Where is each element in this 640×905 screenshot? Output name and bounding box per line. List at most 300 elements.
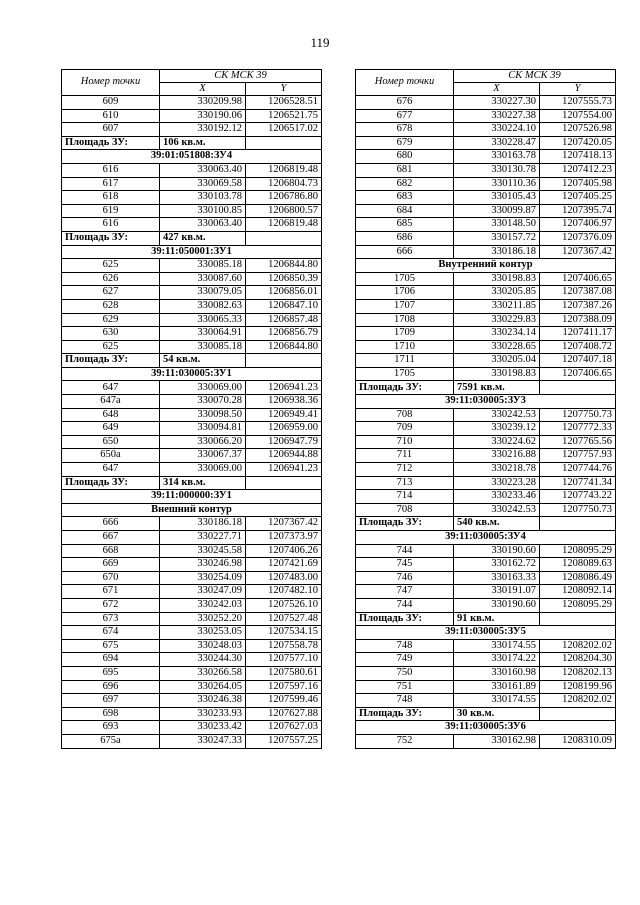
table-row xyxy=(356,544,616,558)
section-title: 39:11:030005:ЗУ1 xyxy=(62,367,322,381)
point-number-cell: 744 xyxy=(356,544,454,558)
point-number-cell: 625 xyxy=(62,259,160,273)
area-value: 91 кв.м. xyxy=(454,612,540,626)
point-number-cell: 618 xyxy=(62,191,160,205)
area-row xyxy=(62,231,322,245)
table-row xyxy=(356,694,616,708)
area-value: 30 кв.м. xyxy=(454,707,540,721)
y-coordinate-cell: 1207395.74 xyxy=(540,204,616,218)
table-row xyxy=(62,109,322,123)
y-coordinate-cell: 1207405.25 xyxy=(540,191,616,205)
table-row xyxy=(62,218,322,232)
point-number-cell: 667 xyxy=(62,531,160,545)
table-row xyxy=(356,191,616,205)
area-row xyxy=(356,707,616,721)
y-coordinate-cell: 1208310.09 xyxy=(540,734,616,748)
empty-cell xyxy=(246,231,322,245)
table-row xyxy=(356,422,616,436)
y-coordinate-cell: 1208092.14 xyxy=(540,585,616,599)
y-coordinate-cell: 1207387.26 xyxy=(540,299,616,313)
empty-cell xyxy=(246,354,322,368)
table-row xyxy=(356,558,616,572)
x-coordinate-cell: 330160.98 xyxy=(454,666,540,680)
y-coordinate-cell: 1207599.46 xyxy=(246,694,322,708)
x-coordinate-cell: 330148.50 xyxy=(454,218,540,232)
y-coordinate-cell: 1207387.08 xyxy=(540,286,616,300)
x-coordinate-cell: 330218.78 xyxy=(454,463,540,477)
section-row xyxy=(356,531,616,545)
page-number: 119 xyxy=(310,35,330,50)
table-row xyxy=(356,204,616,218)
point-number-cell: 710 xyxy=(356,435,454,449)
point-number-cell: 647а xyxy=(62,395,160,409)
table-row xyxy=(62,680,322,694)
table-row xyxy=(62,96,322,110)
empty-cell xyxy=(540,612,616,626)
point-number-cell: 682 xyxy=(356,177,454,191)
section-title: 39:11:000000:ЗУ1 xyxy=(62,490,322,504)
y-coordinate-cell: 1206941.23 xyxy=(246,381,322,395)
section-row xyxy=(62,503,322,517)
y-coordinate-cell: 1207577.10 xyxy=(246,653,322,667)
x-coordinate-cell: 330130.78 xyxy=(454,163,540,177)
table-row xyxy=(62,626,322,640)
x-coordinate-cell: 330233.93 xyxy=(160,707,246,721)
section-row xyxy=(356,395,616,409)
point-number-cell: 698 xyxy=(62,707,160,721)
table-row xyxy=(62,707,322,721)
table-row xyxy=(356,299,616,313)
section-title: 39:11:030005:ЗУ6 xyxy=(356,721,616,735)
x-coordinate-cell: 330211.85 xyxy=(454,299,540,313)
y-coordinate-cell: 1206938.36 xyxy=(246,395,322,409)
y-coordinate-cell: 1206959.00 xyxy=(246,422,322,436)
table-row xyxy=(62,272,322,286)
y-coordinate-cell: 1207406.65 xyxy=(540,272,616,286)
y-coordinate-cell: 1207526.10 xyxy=(246,598,322,612)
section-title: 39:11:030005:ЗУ3 xyxy=(356,395,616,409)
point-number-cell: 678 xyxy=(356,123,454,137)
point-number-cell: 607 xyxy=(62,123,160,137)
y-coordinate-cell: 1207558.78 xyxy=(246,639,322,653)
empty-cell xyxy=(540,517,616,531)
table-row xyxy=(356,218,616,232)
y-coordinate-cell: 1207580.61 xyxy=(246,666,322,680)
area-row xyxy=(62,476,322,490)
point-number-cell: 681 xyxy=(356,163,454,177)
table-row xyxy=(62,177,322,191)
x-coordinate-cell: 330228.47 xyxy=(454,136,540,150)
point-number-cell: 668 xyxy=(62,544,160,558)
y-coordinate-cell: 1207482.10 xyxy=(246,585,322,599)
table-row xyxy=(62,449,322,463)
table-row xyxy=(356,734,616,748)
x-coordinate-cell: 330069.00 xyxy=(160,381,246,395)
y-coordinate-cell: 1207405.98 xyxy=(540,177,616,191)
point-number-cell: 747 xyxy=(356,585,454,599)
table-row xyxy=(62,694,322,708)
point-number-cell: 746 xyxy=(356,571,454,585)
x-coordinate-cell: 330198.83 xyxy=(454,367,540,381)
table-row xyxy=(356,96,616,110)
x-coordinate-cell: 330242.53 xyxy=(454,503,540,517)
x-coordinate-cell: 330198.83 xyxy=(454,272,540,286)
point-number-cell: 684 xyxy=(356,204,454,218)
x-coordinate-cell: 330245.58 xyxy=(160,544,246,558)
y-coordinate-cell: 1207554.00 xyxy=(540,109,616,123)
y-coordinate-cell: 1207406.65 xyxy=(540,367,616,381)
area-value: 54 кв.м. xyxy=(160,354,246,368)
x-coordinate-cell: 330248.03 xyxy=(160,639,246,653)
table-row xyxy=(62,734,322,748)
y-coordinate-cell: 1206856.79 xyxy=(246,327,322,341)
x-coordinate-cell: 330174.55 xyxy=(454,639,540,653)
point-number-cell: 619 xyxy=(62,204,160,218)
x-coordinate-cell: 330105.43 xyxy=(454,191,540,205)
table-row xyxy=(62,463,322,477)
table-row xyxy=(62,721,322,735)
y-coordinate-cell: 1207534.15 xyxy=(246,626,322,640)
y-coordinate-cell: 1206819.48 xyxy=(246,163,322,177)
table-row xyxy=(62,123,322,137)
y-coordinate-cell: 1206521.75 xyxy=(246,109,322,123)
y-coordinate-cell: 1206944.88 xyxy=(246,449,322,463)
header-coordinate-system: СК МСК 39 xyxy=(454,70,616,83)
table-row xyxy=(356,327,616,341)
table-row xyxy=(62,259,322,273)
point-number-cell: 712 xyxy=(356,463,454,477)
coordinates-table-left xyxy=(61,69,322,749)
y-coordinate-cell: 1207597.16 xyxy=(246,680,322,694)
y-coordinate-cell: 1207765.56 xyxy=(540,435,616,449)
point-number-cell: 1708 xyxy=(356,313,454,327)
x-coordinate-cell: 330190.60 xyxy=(454,544,540,558)
point-number-cell: 647 xyxy=(62,381,160,395)
x-coordinate-cell: 330174.55 xyxy=(454,694,540,708)
point-number-cell: 1710 xyxy=(356,340,454,354)
y-coordinate-cell: 1208202.13 xyxy=(540,666,616,680)
point-number-cell: 647 xyxy=(62,463,160,477)
y-coordinate-cell: 1206856.01 xyxy=(246,286,322,300)
point-number-cell: 749 xyxy=(356,653,454,667)
y-coordinate-cell: 1207411.17 xyxy=(540,327,616,341)
y-coordinate-cell: 1207421.69 xyxy=(246,558,322,572)
header-x: X xyxy=(454,83,540,96)
area-value: 427 кв.м. xyxy=(160,231,246,245)
table-row xyxy=(62,286,322,300)
point-number-cell: 669 xyxy=(62,558,160,572)
table-row xyxy=(356,666,616,680)
y-coordinate-cell: 1207757.93 xyxy=(540,449,616,463)
y-coordinate-cell: 1207750.73 xyxy=(540,408,616,422)
y-coordinate-cell: 1206800.57 xyxy=(246,204,322,218)
x-coordinate-cell: 330224.10 xyxy=(454,123,540,137)
area-value: 7591 кв.м. xyxy=(454,381,540,395)
table-row xyxy=(62,163,322,177)
x-coordinate-cell: 330110.36 xyxy=(454,177,540,191)
point-number-cell: 709 xyxy=(356,422,454,436)
point-number-cell: 748 xyxy=(356,639,454,653)
point-number-cell: 748 xyxy=(356,694,454,708)
y-coordinate-cell: 1207527.48 xyxy=(246,612,322,626)
table-row xyxy=(356,680,616,694)
point-number-cell: 674 xyxy=(62,626,160,640)
y-coordinate-cell: 1207412.23 xyxy=(540,163,616,177)
x-coordinate-cell: 330205.85 xyxy=(454,286,540,300)
empty-cell xyxy=(246,476,322,490)
y-coordinate-cell: 1206857.48 xyxy=(246,313,322,327)
x-coordinate-cell: 330070.28 xyxy=(160,395,246,409)
y-coordinate-cell: 1207741.34 xyxy=(540,476,616,490)
y-coordinate-cell: 1208204.30 xyxy=(540,653,616,667)
y-coordinate-cell: 1206850.39 xyxy=(246,272,322,286)
point-number-cell: 649 xyxy=(62,422,160,436)
table-row xyxy=(356,286,616,300)
point-number-cell: 670 xyxy=(62,571,160,585)
area-row xyxy=(356,381,616,395)
y-coordinate-cell: 1207367.42 xyxy=(246,517,322,531)
x-coordinate-cell: 330079.05 xyxy=(160,286,246,300)
x-coordinate-cell: 330190.60 xyxy=(454,598,540,612)
point-number-cell: 1711 xyxy=(356,354,454,368)
x-coordinate-cell: 330242.53 xyxy=(454,408,540,422)
x-coordinate-cell: 330233.42 xyxy=(160,721,246,735)
point-number-cell: 626 xyxy=(62,272,160,286)
x-coordinate-cell: 330223.28 xyxy=(454,476,540,490)
x-coordinate-cell: 330087.60 xyxy=(160,272,246,286)
x-coordinate-cell: 330174.22 xyxy=(454,653,540,667)
x-coordinate-cell: 330264.05 xyxy=(160,680,246,694)
area-label: Площадь ЗУ: xyxy=(356,707,454,721)
section-title: 39:11:030005:ЗУ4 xyxy=(356,531,616,545)
point-number-cell: 693 xyxy=(62,721,160,735)
x-coordinate-cell: 330227.71 xyxy=(160,531,246,545)
header-y: Y xyxy=(540,83,616,96)
table-row xyxy=(356,340,616,354)
point-number-cell: 616 xyxy=(62,218,160,232)
point-number-cell: 1709 xyxy=(356,327,454,341)
x-coordinate-cell: 330069.58 xyxy=(160,177,246,191)
x-coordinate-cell: 330094.81 xyxy=(160,422,246,436)
table-row xyxy=(62,381,322,395)
coordinates-table-right xyxy=(355,69,616,749)
table-row xyxy=(356,598,616,612)
point-number-cell: 671 xyxy=(62,585,160,599)
table-row xyxy=(62,395,322,409)
empty-cell xyxy=(246,136,322,150)
point-number-cell: 609 xyxy=(62,96,160,110)
table-row xyxy=(356,408,616,422)
y-coordinate-cell: 1207406.26 xyxy=(246,544,322,558)
section-title: 39:11:050001:ЗУ1 xyxy=(62,245,322,259)
y-coordinate-cell: 1208089.63 xyxy=(540,558,616,572)
point-number-cell: 751 xyxy=(356,680,454,694)
x-coordinate-cell: 330186.18 xyxy=(160,517,246,531)
point-number-cell: 672 xyxy=(62,598,160,612)
x-coordinate-cell: 330191.07 xyxy=(454,585,540,599)
point-number-cell: 650а xyxy=(62,449,160,463)
table-row xyxy=(356,163,616,177)
y-coordinate-cell: 1206517.02 xyxy=(246,123,322,137)
header-y: Y xyxy=(246,83,322,96)
table-row xyxy=(62,204,322,218)
point-number-cell: 630 xyxy=(62,327,160,341)
table-row xyxy=(62,558,322,572)
point-number-cell: 628 xyxy=(62,299,160,313)
table-row xyxy=(62,544,322,558)
section-row xyxy=(356,626,616,640)
x-coordinate-cell: 330205.04 xyxy=(454,354,540,368)
section-title: Внешний контур xyxy=(62,503,322,517)
x-coordinate-cell: 330162.72 xyxy=(454,558,540,572)
table-row xyxy=(62,340,322,354)
x-coordinate-cell: 330242.03 xyxy=(160,598,246,612)
point-number-cell: 680 xyxy=(356,150,454,164)
table-row xyxy=(62,666,322,680)
area-row xyxy=(62,136,322,150)
y-coordinate-cell: 1206786.80 xyxy=(246,191,322,205)
section-row xyxy=(62,245,322,259)
point-number-cell: 676 xyxy=(356,96,454,110)
y-coordinate-cell: 1206847.10 xyxy=(246,299,322,313)
y-coordinate-cell: 1207406.97 xyxy=(540,218,616,232)
table-row xyxy=(356,476,616,490)
area-value: 314 кв.м. xyxy=(160,476,246,490)
point-number-cell: 713 xyxy=(356,476,454,490)
x-coordinate-cell: 330098.50 xyxy=(160,408,246,422)
table-row xyxy=(62,571,322,585)
point-number-cell: 686 xyxy=(356,231,454,245)
table-row xyxy=(356,653,616,667)
y-coordinate-cell: 1207772.33 xyxy=(540,422,616,436)
point-number-cell: 1706 xyxy=(356,286,454,300)
y-coordinate-cell: 1207627.88 xyxy=(246,707,322,721)
table-row xyxy=(62,639,322,653)
table-row xyxy=(356,367,616,381)
x-coordinate-cell: 330266.58 xyxy=(160,666,246,680)
x-coordinate-cell: 330239.12 xyxy=(454,422,540,436)
x-coordinate-cell: 330233.46 xyxy=(454,490,540,504)
table-row xyxy=(62,653,322,667)
x-coordinate-cell: 330066.20 xyxy=(160,435,246,449)
table-row xyxy=(62,422,322,436)
table-row xyxy=(356,245,616,259)
y-coordinate-cell: 1207408.72 xyxy=(540,340,616,354)
point-number-cell: 711 xyxy=(356,449,454,463)
x-coordinate-cell: 330247.09 xyxy=(160,585,246,599)
table-row xyxy=(62,327,322,341)
y-coordinate-cell: 1207373.97 xyxy=(246,531,322,545)
header-point-number: Номер точки xyxy=(62,70,160,96)
area-label: Площадь ЗУ: xyxy=(62,231,160,245)
table-row xyxy=(62,191,322,205)
table-body xyxy=(62,96,322,749)
y-coordinate-cell: 1207526.98 xyxy=(540,123,616,137)
y-coordinate-cell: 1206949.41 xyxy=(246,408,322,422)
y-coordinate-cell: 1206844.80 xyxy=(246,340,322,354)
y-coordinate-cell: 1206844.80 xyxy=(246,259,322,273)
y-coordinate-cell: 1207418.13 xyxy=(540,150,616,164)
point-number-cell: 666 xyxy=(356,245,454,259)
table-row xyxy=(62,313,322,327)
x-coordinate-cell: 330162.98 xyxy=(454,734,540,748)
table-row xyxy=(356,463,616,477)
point-number-cell: 745 xyxy=(356,558,454,572)
table-row xyxy=(356,177,616,191)
point-number-cell: 666 xyxy=(62,517,160,531)
x-coordinate-cell: 330082.63 xyxy=(160,299,246,313)
y-coordinate-cell: 1207750.73 xyxy=(540,503,616,517)
x-coordinate-cell: 330069.00 xyxy=(160,463,246,477)
point-number-cell: 714 xyxy=(356,490,454,504)
section-title: 39:11:030005:ЗУ5 xyxy=(356,626,616,640)
area-label: Площадь ЗУ: xyxy=(62,136,160,150)
table-row xyxy=(356,585,616,599)
point-number-cell: 627 xyxy=(62,286,160,300)
table-row xyxy=(62,435,322,449)
x-coordinate-cell: 330254.09 xyxy=(160,571,246,585)
table-row xyxy=(62,517,322,531)
y-coordinate-cell: 1208086.49 xyxy=(540,571,616,585)
x-coordinate-cell: 330163.33 xyxy=(454,571,540,585)
area-value: 540 кв.м. xyxy=(454,517,540,531)
x-coordinate-cell: 330224.62 xyxy=(454,435,540,449)
x-coordinate-cell: 330234.14 xyxy=(454,327,540,341)
y-coordinate-cell: 1207388.09 xyxy=(540,313,616,327)
x-coordinate-cell: 330228.65 xyxy=(454,340,540,354)
point-number-cell: 744 xyxy=(356,598,454,612)
x-coordinate-cell: 330067.37 xyxy=(160,449,246,463)
y-coordinate-cell: 1207743.22 xyxy=(540,490,616,504)
y-coordinate-cell: 1207420.05 xyxy=(540,136,616,150)
table-row xyxy=(62,598,322,612)
x-coordinate-cell: 330103.78 xyxy=(160,191,246,205)
point-number-cell: 697 xyxy=(62,694,160,708)
table-row xyxy=(356,503,616,517)
header-point-number: Номер точки xyxy=(356,70,454,96)
table-row xyxy=(356,354,616,368)
table-row xyxy=(356,272,616,286)
table-row xyxy=(356,109,616,123)
x-coordinate-cell: 330157.72 xyxy=(454,231,540,245)
table-row xyxy=(356,435,616,449)
point-number-cell: 1707 xyxy=(356,299,454,313)
table-row xyxy=(62,585,322,599)
x-coordinate-cell: 330209.98 xyxy=(160,96,246,110)
area-row xyxy=(356,612,616,626)
x-coordinate-cell: 330163.78 xyxy=(454,150,540,164)
x-coordinate-cell: 330065.33 xyxy=(160,313,246,327)
area-row xyxy=(356,517,616,531)
point-number-cell: 695 xyxy=(62,666,160,680)
x-coordinate-cell: 330216.88 xyxy=(454,449,540,463)
point-number-cell: 675а xyxy=(62,734,160,748)
x-coordinate-cell: 330244.30 xyxy=(160,653,246,667)
table-row xyxy=(356,571,616,585)
x-coordinate-cell: 330227.30 xyxy=(454,96,540,110)
point-number-cell: 679 xyxy=(356,136,454,150)
y-coordinate-cell: 1208095.29 xyxy=(540,598,616,612)
point-number-cell: 696 xyxy=(62,680,160,694)
y-coordinate-cell: 1206804.73 xyxy=(246,177,322,191)
x-coordinate-cell: 330099.87 xyxy=(454,204,540,218)
point-number-cell: 708 xyxy=(356,408,454,422)
y-coordinate-cell: 1207367.42 xyxy=(540,245,616,259)
x-coordinate-cell: 330190.06 xyxy=(160,109,246,123)
point-number-cell: 648 xyxy=(62,408,160,422)
point-number-cell: 708 xyxy=(356,503,454,517)
table-body xyxy=(356,96,616,749)
